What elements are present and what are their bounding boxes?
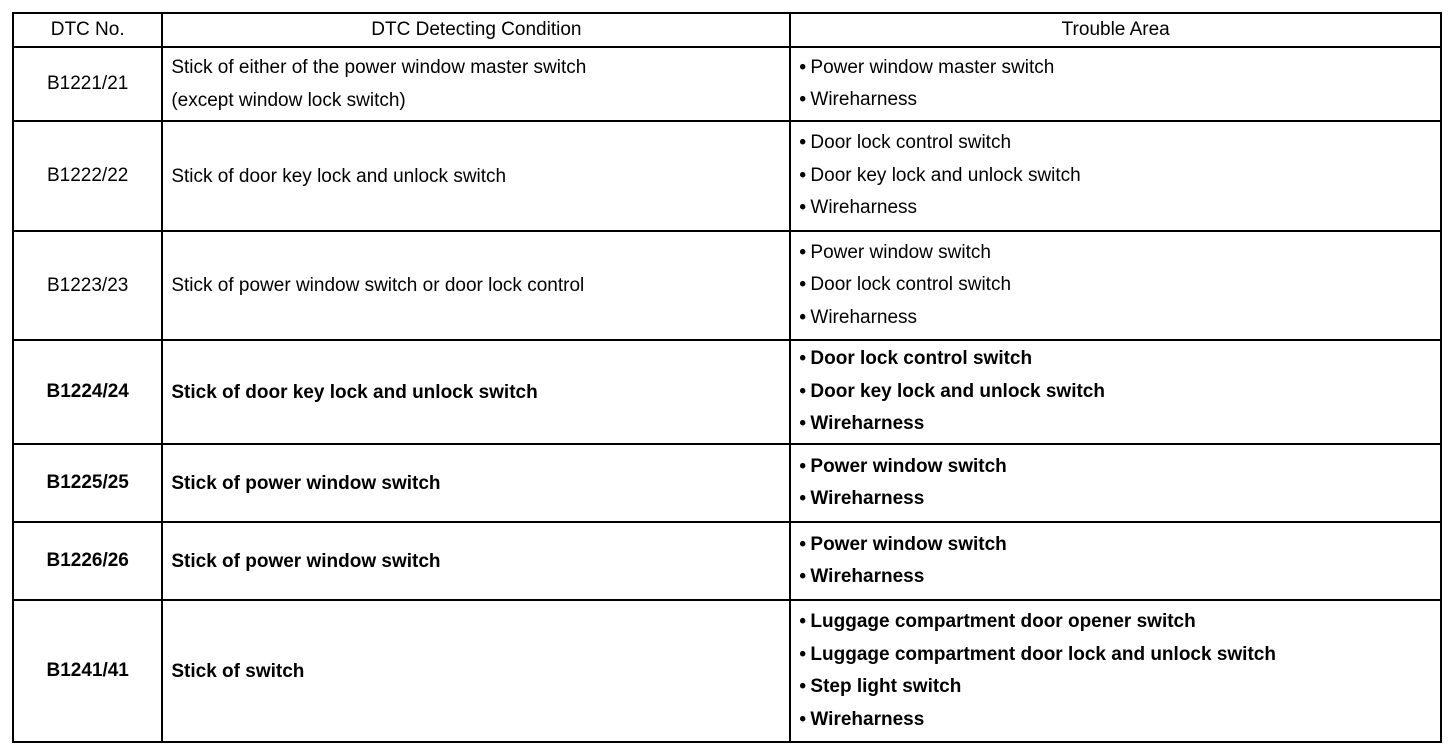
trouble-area-item: • Power window switch: [799, 451, 1432, 484]
table-row: [13, 231, 1441, 340]
table-row: [13, 522, 1441, 600]
condition-line: (except window lock switch): [171, 90, 406, 111]
trouble-area-item: • Step light switch: [799, 671, 1432, 704]
trouble-area-list: [799, 606, 1432, 736]
trouble-area-item: • Wireharness: [799, 302, 1432, 335]
trouble-area-cell: [790, 231, 1441, 340]
header-dtc-no: DTC No.: [13, 13, 162, 47]
trouble-area-list: [799, 529, 1432, 594]
trouble-area-cell: [790, 600, 1441, 742]
detecting-condition-cell: [162, 340, 790, 444]
trouble-area-item: • Wireharness: [799, 192, 1432, 225]
trouble-area-item: • Door lock control switch: [799, 269, 1432, 302]
trouble-area-item: • Door lock control switch: [799, 343, 1432, 376]
trouble-area-item: • Wireharness: [799, 704, 1432, 737]
dtc-code-cell: B1224/24: [13, 340, 162, 444]
trouble-area-list: [799, 451, 1432, 516]
trouble-area-item: • Wireharness: [799, 408, 1432, 441]
trouble-area-cell: [790, 121, 1441, 231]
dtc-code-cell: B1221/21: [13, 47, 162, 121]
detecting-condition-cell: [162, 121, 790, 231]
trouble-area-list: [799, 343, 1432, 441]
dtc-code-cell: B1241/41: [13, 600, 162, 742]
trouble-area-item: • Door key lock and unlock switch: [799, 160, 1432, 193]
table-row: [13, 600, 1441, 742]
table-row: [13, 340, 1441, 444]
condition-line: Stick of switch: [171, 660, 305, 682]
detecting-condition-cell: [162, 47, 790, 121]
trouble-area-item: • Door key lock and unlock switch: [799, 376, 1432, 409]
trouble-area-item: • Wireharness: [799, 483, 1432, 516]
trouble-area-cell: [790, 444, 1441, 522]
trouble-area-cell: [790, 47, 1441, 121]
detecting-condition-cell: [162, 444, 790, 522]
table-body: [13, 47, 1441, 742]
trouble-area-item: • Power window switch: [799, 529, 1432, 562]
dtc-table: [12, 12, 1442, 743]
header-trouble-area: Trouble Area: [790, 13, 1441, 47]
dtc-code-cell: B1225/25: [13, 444, 162, 522]
trouble-area-item: • Luggage compartment door opener switch: [799, 606, 1432, 639]
trouble-area-list: [799, 127, 1432, 225]
condition-line: Stick of either of the power window master switch: [171, 57, 587, 78]
condition-line: Stick of power window switch or door lock control: [171, 275, 585, 296]
trouble-area-list: [799, 237, 1432, 335]
trouble-area-list: [799, 52, 1432, 117]
trouble-area-item: • Wireharness: [799, 84, 1432, 117]
trouble-area-item: • Power window master switch: [799, 52, 1432, 85]
header-detecting-condition: DTC Detecting Condition: [162, 13, 790, 47]
table-header-row: [13, 13, 1441, 47]
trouble-area-cell: [790, 522, 1441, 600]
detecting-condition-cell: [162, 231, 790, 340]
condition-line: Stick of door key lock and unlock switch: [171, 381, 538, 403]
table-row: [13, 47, 1441, 121]
condition-line: Stick of power window switch: [171, 472, 441, 494]
dtc-code-cell: B1223/23: [13, 231, 162, 340]
dtc-code-cell: B1222/22: [13, 121, 162, 231]
dtc-code-cell: B1226/26: [13, 522, 162, 600]
table-row: [13, 444, 1441, 522]
table-row: [13, 121, 1441, 231]
condition-line: Stick of power window switch: [171, 550, 441, 572]
detecting-condition-cell: [162, 522, 790, 600]
condition-line: Stick of door key lock and unlock switch: [171, 165, 507, 187]
detecting-condition-cell: [162, 600, 790, 742]
trouble-area-item: • Wireharness: [799, 561, 1432, 594]
trouble-area-item: • Luggage compartment door lock and unlock switch: [799, 639, 1432, 672]
trouble-area-item: • Door lock control switch: [799, 127, 1432, 160]
trouble-area-item: • Power window switch: [799, 237, 1432, 270]
trouble-area-cell: [790, 340, 1441, 444]
